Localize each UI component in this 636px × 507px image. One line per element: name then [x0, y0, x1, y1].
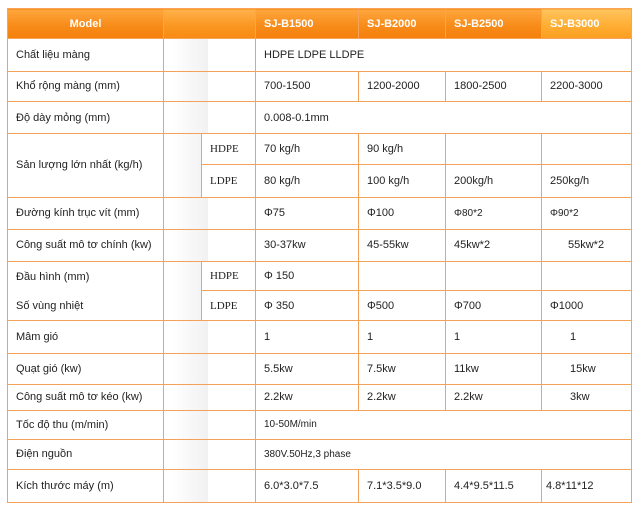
row-label: Công suất mô tơ chính (kw)	[8, 229, 164, 262]
row-screw-diameter	[8, 198, 632, 230]
value-cell: Φ75	[256, 198, 359, 230]
value-cell: 7.1*3.5*9.0	[359, 470, 446, 503]
value-cell: 1	[542, 321, 632, 354]
row-film-width	[8, 71, 632, 102]
header-spacer	[164, 9, 256, 39]
thickness-value: 0.008-0.1mm	[256, 102, 632, 134]
spacer-cell	[164, 71, 256, 102]
cell-shade	[172, 321, 208, 353]
row-label: Độ dày mỏng (mm)	[8, 102, 164, 134]
cell-shade	[172, 230, 208, 262]
header-sj-b2000: SJ-B2000	[359, 9, 446, 39]
row-main-motor	[8, 229, 632, 262]
spacer-cell	[164, 411, 256, 440]
row-label: Khổ rộng màng (mm)	[8, 71, 164, 102]
empty-cell	[446, 262, 542, 291]
row-label-stack	[8, 262, 164, 321]
cell-shade	[172, 470, 208, 502]
value-cell: 1	[256, 321, 359, 354]
cell-shade	[172, 411, 208, 439]
row-label: Tốc độ thu (m/min)	[8, 411, 164, 440]
value-cell: 3kw	[542, 384, 632, 411]
header-sj-b1500: SJ-B1500	[256, 9, 359, 39]
row-label: Số vùng nhiệt	[16, 299, 84, 312]
value-cell: 2200-3000	[542, 71, 632, 102]
value-cell: Φ1000	[542, 290, 632, 321]
value-cell: Φ700	[446, 290, 542, 321]
row-label: Kích thước máy (m)	[8, 470, 164, 503]
row-label: Công suất mô tơ kéo (kw)	[8, 384, 164, 411]
row-label: Chất liệu màng	[8, 39, 164, 72]
value-cell: 6.0*3.0*7.5	[256, 470, 359, 503]
sub-label-hdpe: HDPE	[202, 133, 256, 165]
value-cell: 4.4*9.5*11.5	[446, 470, 542, 503]
cell-shade	[172, 134, 202, 197]
empty-cell	[542, 262, 632, 291]
spacer-cell	[164, 102, 256, 134]
spacer-cell	[164, 470, 256, 503]
value-cell: 45kw*2	[446, 229, 542, 262]
film-material-value: HDPE LDPE LLDPE	[256, 39, 632, 72]
header-row	[8, 9, 632, 39]
cell-shade	[172, 72, 208, 102]
row-take-up-speed	[8, 411, 632, 440]
row-traction-motor	[8, 384, 632, 411]
spacer-cell	[164, 384, 256, 411]
cell-shade	[172, 262, 202, 320]
cell-shade	[172, 440, 208, 470]
label-stack	[16, 262, 163, 320]
value-cell: Φ 350	[256, 290, 359, 321]
header-sj-b2500: SJ-B2500	[446, 9, 542, 39]
row-max-output-hdpe	[8, 133, 632, 165]
value-cell: 55kw*2	[542, 229, 632, 262]
value-cell: Φ80*2	[446, 198, 542, 230]
value-cell: 2.2kw	[359, 384, 446, 411]
row-label: Sản lượng lớn nhất (kg/h)	[8, 133, 164, 197]
spacer-cell	[164, 39, 256, 72]
row-label: Mâm gió	[8, 321, 164, 354]
value-cell: 15kw	[542, 354, 632, 385]
value-cell: Φ 150	[256, 262, 359, 291]
spacer-cell	[164, 262, 202, 321]
cell-shade	[172, 39, 208, 71]
value-cell: 1800-2500	[446, 71, 542, 102]
spacer-cell	[164, 229, 256, 262]
cell-shade	[172, 385, 208, 411]
value-cell: 5.5kw	[256, 354, 359, 385]
sub-label-hdpe: HDPE	[202, 262, 256, 291]
cell-shade	[172, 102, 208, 133]
empty-cell	[446, 133, 542, 165]
value-cell: 70 kg/h	[256, 133, 359, 165]
row-die-head-hdpe	[8, 262, 632, 291]
value-cell: 2.2kw	[256, 384, 359, 411]
value-cell: 30-37kw	[256, 229, 359, 262]
header-sj-b3000: SJ-B3000	[542, 9, 632, 39]
empty-cell	[359, 262, 446, 291]
spacer-cell	[164, 439, 256, 470]
row-thickness	[8, 102, 632, 134]
row-label: Điện nguồn	[8, 439, 164, 470]
value-cell: 1	[446, 321, 542, 354]
value-cell: 1200-2000	[359, 71, 446, 102]
value-cell: 100 kg/h	[359, 165, 446, 198]
value-cell: 2.2kw	[446, 384, 542, 411]
value-cell: 700-1500	[256, 71, 359, 102]
value-cell: Φ500	[359, 290, 446, 321]
row-blower	[8, 354, 632, 385]
spacer-cell	[164, 198, 256, 230]
value-cell: 7.5kw	[359, 354, 446, 385]
row-label: Đầu hình (mm)	[16, 270, 90, 283]
value-cell: 250kg/h	[542, 165, 632, 198]
value-cell: 1	[359, 321, 446, 354]
header-model: Model	[8, 9, 164, 39]
value-cell: Φ90*2	[542, 198, 632, 230]
cell-shade	[172, 198, 208, 229]
value-cell: Φ100	[359, 198, 446, 230]
value-cell: 11kw	[446, 354, 542, 385]
power-supply-value: 380V.50Hz,3 phase	[256, 439, 632, 470]
value-cell: 4.8*11*12	[542, 470, 632, 503]
row-film-material	[8, 39, 632, 72]
spec-table	[7, 8, 632, 503]
value-cell: 45-55kw	[359, 229, 446, 262]
value-cell: 200kg/h	[446, 165, 542, 198]
row-label: Quạt gió (kw)	[8, 354, 164, 385]
spacer-cell	[164, 133, 202, 197]
value-cell: 80 kg/h	[256, 165, 359, 198]
spacer-cell	[164, 321, 256, 354]
row-power-supply	[8, 439, 632, 470]
take-up-speed-value: 10-50M/min	[256, 411, 632, 440]
row-air-ring	[8, 321, 632, 354]
empty-cell	[542, 133, 632, 165]
sub-label-ldpe: LDPE	[202, 165, 256, 198]
value-cell: 90 kg/h	[359, 133, 446, 165]
row-machine-size	[8, 470, 632, 503]
cell-shade	[172, 354, 208, 384]
sub-label-ldpe: LDPE	[202, 290, 256, 321]
row-label: Đường kính trục vít (mm)	[8, 198, 164, 230]
spacer-cell	[164, 354, 256, 385]
